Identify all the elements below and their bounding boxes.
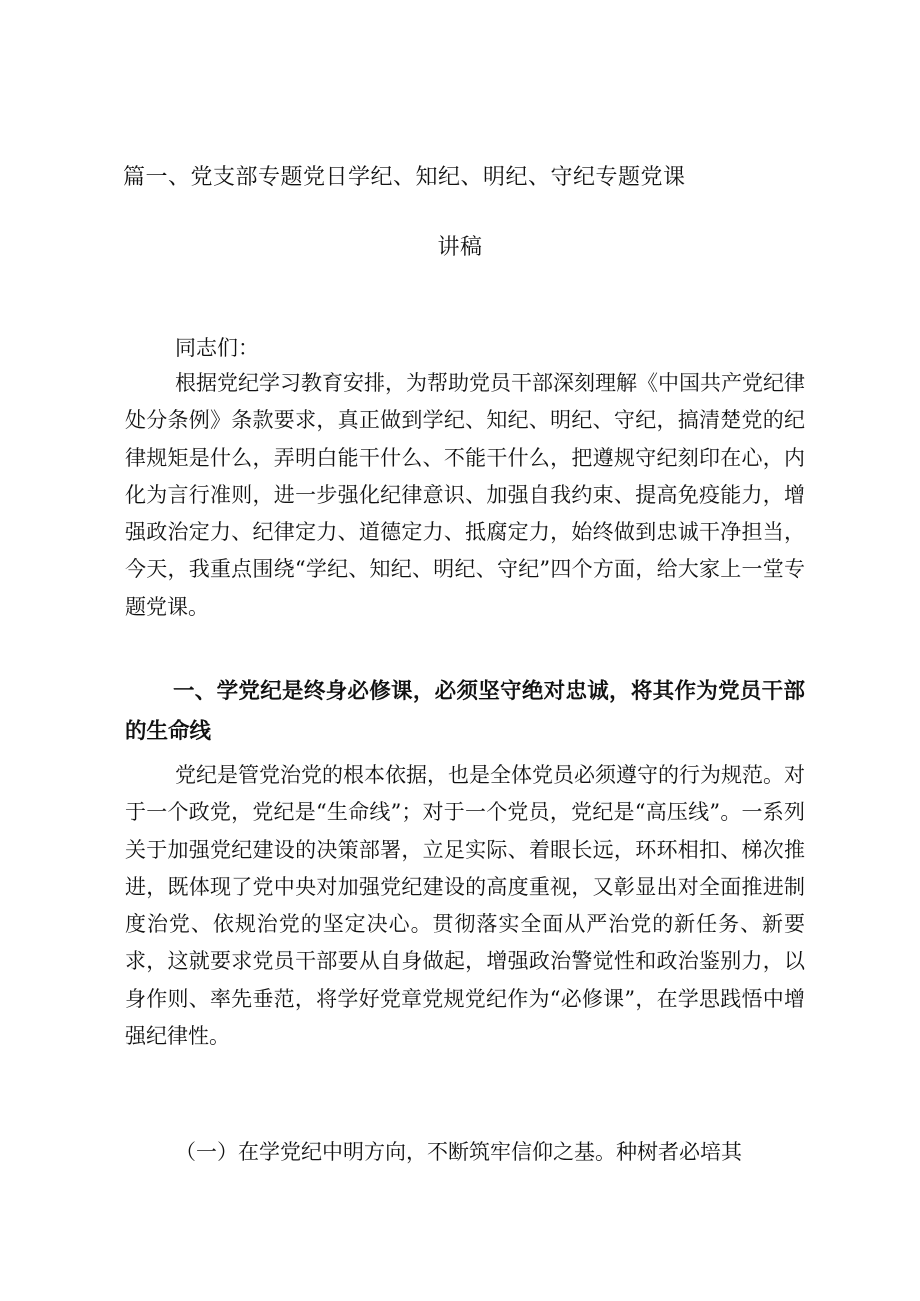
document-title-line-2: 讲稿 xyxy=(437,235,483,260)
greeting: 同志们： xyxy=(175,336,259,360)
paragraph-subsection-1: （一）在学党纪中明方向，不断筑牢信仰之基。种树者必培其 xyxy=(175,1140,742,1164)
document-title-line-1: 篇一、党支部专题党日学纪、知纪、明纪、守纪专题党课 xyxy=(123,165,686,190)
section-heading-1: 一、学党纪是终身必修课，必须坚守绝对忠诚，将其作为党员干部的生命线 xyxy=(125,679,805,744)
paragraph-intro: 根据党纪学习教育安排，为帮助党员干部深刻理解《中国共产党纪律处分条例》条款要求，真正做到学纪、知纪、明纪、守纪，搞清楚党的纪律规矩是什么，弄明白能干什么、不能干什么，把遵规守纪刻印在心，内化为言行准则，进一步强化纪律意识、加强自我约束、提高免疫能力，增强政治定力、纪律定力、道德定力、抵腐定力，始终做到忠诚干净担当，今天，我重点围绕“学纪、知纪、明纪、守纪”四个方面，给大家上一堂专题党课。 xyxy=(125,371,805,619)
paragraph-section-1: 党纪是管党治党的根本依据，也是全体党员必须遵守的行为规范。对于一个政党，党纪是“生命线”；对于一个党员，党纪是“高压线”。一系列关于加强党纪建设的决策部署，立足实际、着眼长远，环环相扣、梯次推进，既体现了党中央对加强党纪建设的高度重视，又彰显出对全面推进制度治党、依规治党的坚定决心。贯彻落实全面从严治党的新任务、新要求，这就要求党员干部要从自身做起，增强政治警觉性和政治鉴别力，以身作则、率先垂范，将学好党章党规党纪作为“必修课”，在学思践悟中增强纪律性。 xyxy=(125,763,805,1049)
